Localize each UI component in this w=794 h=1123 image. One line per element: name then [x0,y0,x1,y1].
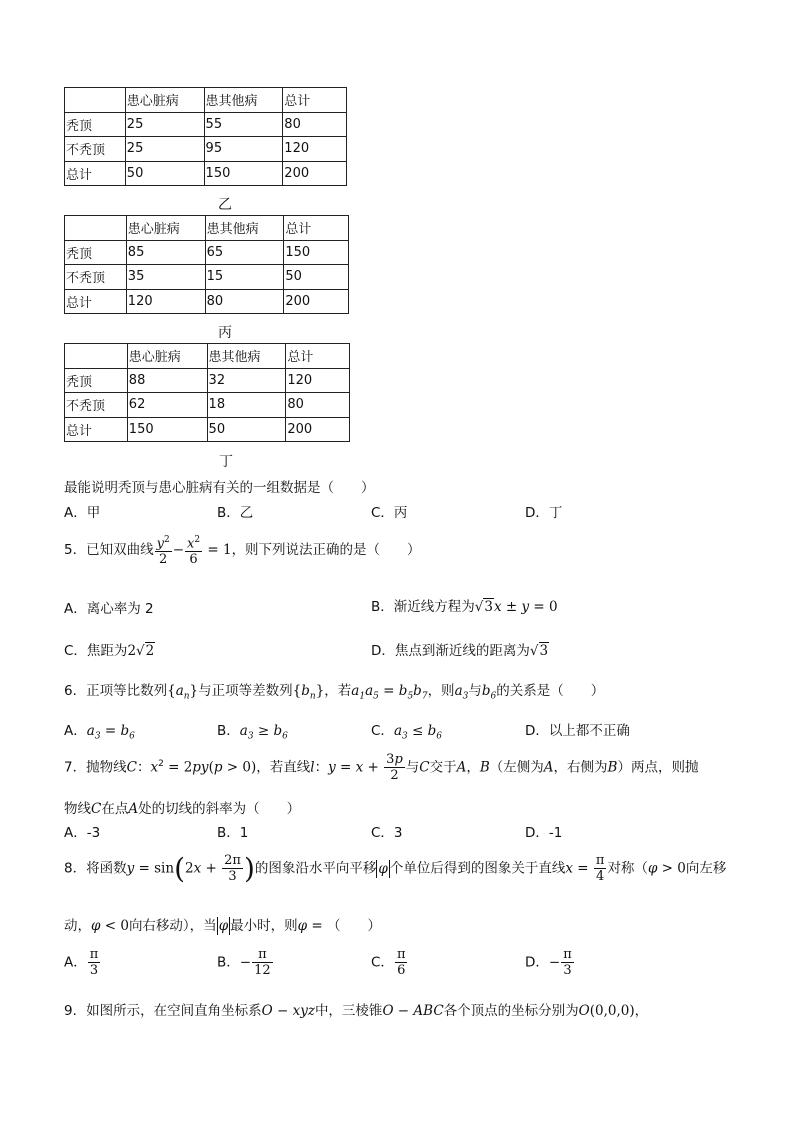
q8-option-a: A． $\frac{\pi}{3}$ [64,947,99,978]
table-header-row [65,344,350,369]
q8-option-c: C． $\frac{\pi}{6}$ [371,947,406,978]
table-caption-yi: 乙 [218,197,232,213]
q7-option-c: C．3 [371,825,403,841]
table-bing [64,343,350,442]
table-cell: 患其他病 [207,344,286,369]
table-cell: 200 [286,417,350,442]
table-cell: 62 [127,393,207,418]
table-cell: 150 [127,417,207,442]
table-row [65,368,350,393]
q4-option-d: D．丁 [525,505,563,521]
table-cell: 总计 [283,88,347,113]
table-cell: 秃顶 [65,112,126,137]
table-cell: 55 [204,112,283,137]
q6-option-a: A．$a_3 = b_6$ [64,723,135,742]
table-cell: 200 [284,289,349,314]
table-row [65,265,349,290]
table-yi [64,215,349,314]
table-cell: 不秃顶 [65,265,127,290]
table-row [65,417,350,442]
q4-option-a: A．甲 [64,505,101,521]
q9-stem: 9．如图所示，在空间直角坐标系O − xyz中，三棱锥O − ABC各个顶点的坐标分别为O(0,0,0)， [64,1003,649,1019]
q5-stem: 5．已知双曲线 $\frac{y^2}{2}$ − $\frac{x^2}{6}$ = 1，则下列说法正确的是（ ） [64,535,421,568]
table-jia [64,87,347,186]
table-cell: 患心脏病 [126,216,205,241]
q6-option-d: D．以上都不正确 [525,723,630,739]
table-cell: 150 [284,240,349,265]
q7-stem-line2: 物线C在点A处的切线的斜率为（ ） [64,801,301,817]
table-caption-ding: 丁 [219,454,233,470]
q5-option-d: D．焦点到渐近线的距离为√3 [371,643,549,659]
q8-stem-line1: 8．将函数y = sin(2x + $\frac{2\pi}{3}$ )的图象沿水平向平移 φ 个单位后得到的图象关于直线x = $\frac{\pi}{4}$ 对称（φ > 0向左移 [64,852,727,885]
q8-frac-pi4: $\frac{\pi}{4}$ [595,853,605,884]
q8-frac-2pi3: $\frac{2\pi}{3}$ [224,853,241,884]
table-header-row [65,88,347,113]
table-row [65,289,349,314]
table-cell: 80 [205,289,284,314]
table-cell: 15 [205,265,284,290]
table-cell: 18 [207,393,286,418]
table-cell: 150 [204,161,283,186]
table-cell: 患心脏病 [127,344,207,369]
table-cell: 120 [286,368,350,393]
q4-option-c: C．丙 [371,505,408,521]
table-cell: 总计 [284,216,349,241]
q5-option-a: A．离心率为 2 [64,601,154,617]
table-cell: 总计 [65,161,126,186]
q4-option-b: B．乙 [217,505,254,521]
q4-stem: 最能说明秃顶与患心脏病有关的一组数据是（ ） [64,480,375,496]
table-cell [65,216,127,241]
q5-option-d-math: √3 [529,643,549,659]
table-cell: 50 [284,265,349,290]
table-cell: 秃顶 [65,240,127,265]
table-cell: 85 [126,240,205,265]
table-cell: 总计 [286,344,350,369]
q5-stem-pre: 5．已知双曲线 [64,542,154,559]
table-row [65,161,347,186]
table-header-row [65,216,349,241]
table-cell: 65 [205,240,284,265]
table-cell: 患心脏病 [125,88,204,113]
q8-option-b: B．− $\frac{\pi}{12}$ [217,947,271,978]
table-row [65,393,350,418]
table-cell: 32 [207,368,286,393]
table-cell: 120 [283,137,347,162]
q7-frac-3p2: $\frac{3p}{2}$ [386,752,403,783]
table-cell: 200 [283,161,347,186]
table-cell [65,88,126,113]
table-cell: 35 [126,265,205,290]
table-cell: 25 [125,137,204,162]
q7-option-d: D．-1 [525,825,563,841]
table-cell: 秃顶 [65,368,128,393]
table-row [65,240,349,265]
q7-option-a: A．-3 [64,825,101,841]
table-row [65,112,347,137]
table-row [65,137,347,162]
table-cell: 80 [286,393,350,418]
q5-stem-post: ，则下列说法正确的是（ ） [231,542,421,559]
table-cell: 120 [126,289,205,314]
table-cell: 50 [207,417,286,442]
table-cell: 不秃顶 [65,137,126,162]
q5-frac-x2: $\frac{x^2}{6}$ [187,535,201,568]
q6-option-b: B．$a_3 \ge b_6$ [217,723,288,742]
q7-stem-line1: 7．抛物线C：$x^2 = 2py(p > 0)$，若直线l：y = x + $\frac{3p}{2}$ 与C交于A，B（左侧为A，右侧为B）两点，则抛 [64,752,699,783]
table-cell: 不秃顶 [65,393,128,418]
q5-option-c-math: 2√2 [127,643,155,659]
q5-option-b: B．渐近线方程为√3x ± y = 0 [371,599,558,615]
table-cell: 患其他病 [204,88,283,113]
table-caption-bing: 丙 [218,325,232,341]
q7-option-b: B．1 [217,825,249,841]
table-cell: 总计 [65,289,127,314]
q5-option-b-math: √3x ± y = 0 [474,599,558,615]
table-cell: 患其他病 [205,216,284,241]
table-cell [65,344,128,369]
table-cell: 25 [125,112,204,137]
q6-stem: 6．正项等比数列$\{a_n\}$与正项等差数列$\{b_n\}$，若$a_1a_5 = b_5b_7$，则$a_3$与$b_6$的关系是（ ） [64,683,605,702]
table-cell: 88 [127,368,207,393]
q5-option-c: C．焦距为2√2 [64,643,155,659]
q5-frac-y2: $\frac{y^2}{2}$ [156,535,170,568]
table-cell: 95 [204,137,283,162]
q8-option-d: D．− $\frac{\pi}{3}$ [525,947,572,978]
table-cell: 80 [283,112,347,137]
q6-option-c: C．$a_3 \le b_6$ [371,723,443,742]
table-cell: 50 [125,161,204,186]
q8-stem-line2: 动，φ < 0向右移动），当 φ 最小时，则φ = （ ） [64,918,381,934]
table-cell: 总计 [65,417,128,442]
